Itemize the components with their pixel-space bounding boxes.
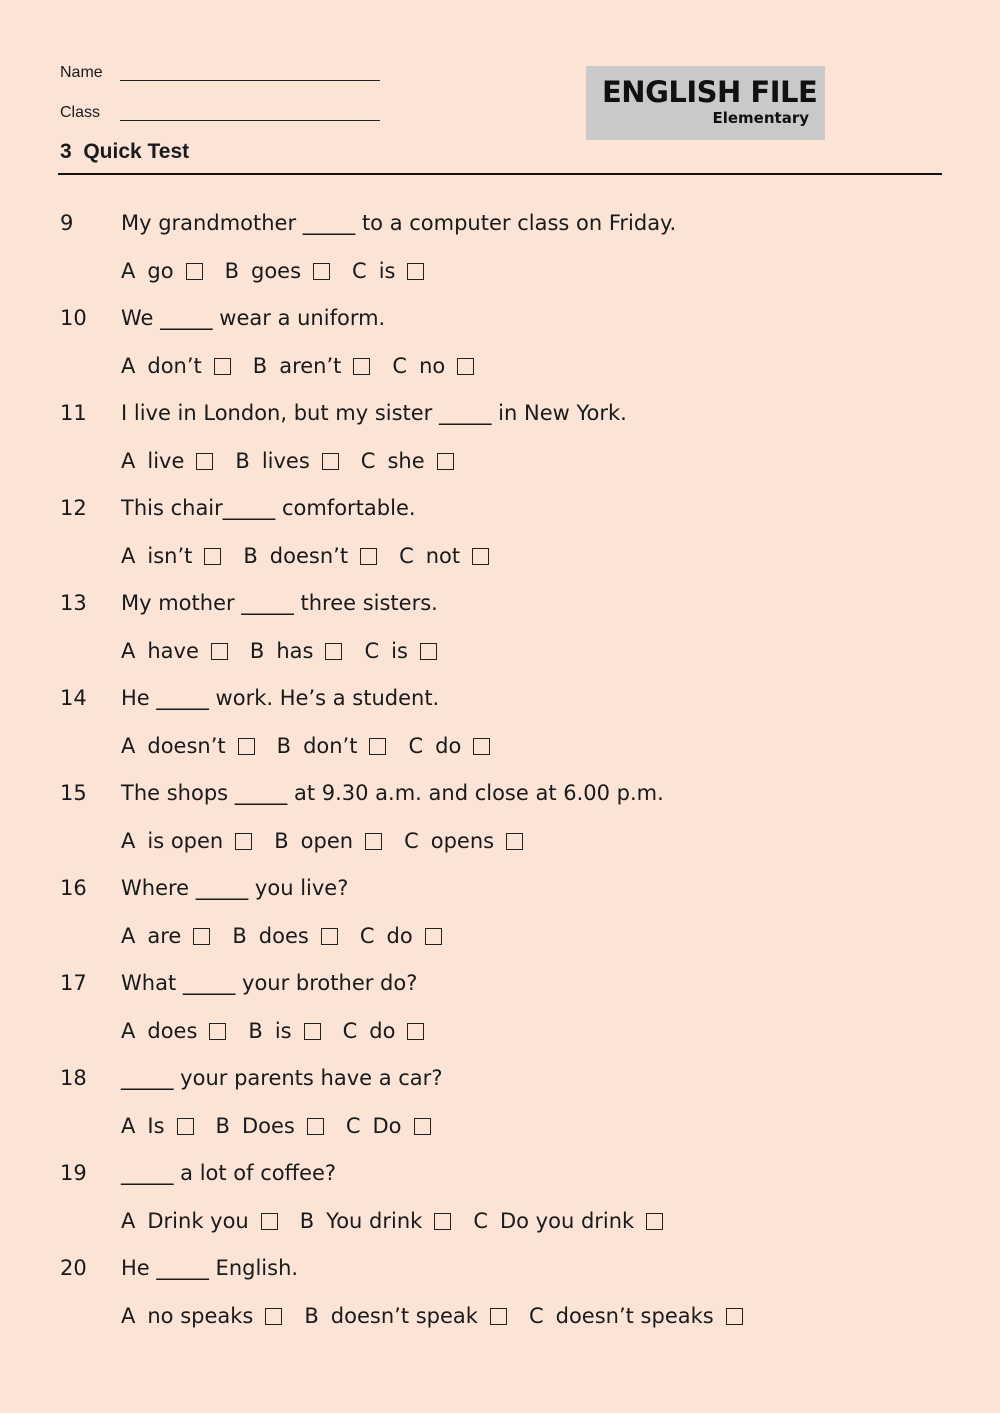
option-text: isn’t (147, 544, 193, 568)
option-letter: A (121, 1209, 136, 1233)
answer-option (121, 1298, 282, 1334)
answer-checkbox[interactable] (304, 1023, 321, 1040)
option-letter: A (121, 1114, 136, 1138)
answer-checkbox[interactable] (360, 548, 377, 565)
answer-options (121, 633, 459, 669)
answer-options (121, 1203, 685, 1239)
name-label: Name (60, 64, 103, 81)
option-letter: C (473, 1209, 488, 1233)
option-text: go (147, 259, 174, 283)
question-text: He _____ English. (121, 1256, 299, 1280)
answer-options (121, 538, 511, 574)
answer-option (121, 538, 221, 574)
option-letter: B (215, 1114, 230, 1138)
answer-checkbox[interactable] (420, 643, 437, 660)
answer-option (529, 1298, 743, 1334)
class-label: Class (60, 104, 101, 121)
question-list (0, 205, 1000, 1345)
answer-options (121, 918, 464, 954)
question-text: We _____ wear a uniform. (121, 306, 386, 330)
answer-checkbox[interactable] (204, 548, 221, 565)
answer-options (121, 823, 545, 859)
option-letter: C (342, 1019, 358, 1043)
question-item (0, 585, 1000, 680)
option-text: Do you drink (499, 1209, 635, 1233)
option-text: no speaks (147, 1304, 254, 1328)
answer-option (121, 1203, 278, 1239)
question-item (0, 1155, 1000, 1250)
answer-option (121, 823, 252, 859)
option-letter: A (121, 449, 136, 473)
answer-option (277, 728, 387, 764)
option-text: open (300, 829, 354, 853)
option-letter: B (249, 639, 265, 663)
option-letter: C (359, 924, 375, 948)
option-text: aren’t (279, 354, 342, 378)
answer-option (300, 1203, 452, 1239)
option-letter: B (248, 1019, 263, 1043)
logo (586, 66, 825, 140)
question-text: The shops _____ at 9.30 a.m. and close at 6.00 p.m. (121, 781, 664, 805)
answer-checkbox[interactable] (407, 1023, 424, 1040)
answer-option (364, 633, 436, 669)
option-text: Is (147, 1114, 165, 1138)
answer-option (361, 443, 454, 479)
answer-option (404, 823, 523, 859)
test-title: 3 Quick Test (60, 140, 190, 163)
answer-option (235, 443, 338, 479)
option-text: lives (261, 449, 310, 473)
answer-option (121, 348, 231, 384)
option-letter: B (224, 259, 239, 283)
option-text: Drink you (147, 1209, 249, 1233)
answer-checkbox[interactable] (214, 358, 231, 375)
option-text: doesn’t (269, 544, 349, 568)
option-text: opens (430, 829, 495, 853)
name-field[interactable] (120, 80, 380, 81)
question-number: 11 (60, 401, 87, 425)
question-item (0, 680, 1000, 775)
answer-options (121, 728, 512, 764)
answer-option (232, 918, 337, 954)
answer-options (121, 1298, 765, 1334)
answer-checkbox[interactable] (407, 263, 424, 280)
answer-checkbox[interactable] (193, 928, 210, 945)
option-text: have (147, 639, 199, 663)
option-letter: C (364, 639, 380, 663)
answer-option (225, 253, 330, 289)
answer-option (121, 633, 228, 669)
answer-checkbox[interactable] (211, 643, 228, 660)
question-number: 12 (60, 496, 87, 520)
answer-checkbox[interactable] (307, 1118, 324, 1135)
option-letter: C (360, 449, 376, 473)
answer-option (408, 728, 490, 764)
answer-checkbox[interactable] (490, 1308, 507, 1325)
class-field[interactable] (120, 120, 380, 121)
question-text: My mother _____ three sisters. (121, 591, 438, 615)
answer-checkbox[interactable] (414, 1118, 431, 1135)
option-letter: B (243, 544, 258, 568)
answer-checkbox[interactable] (506, 833, 523, 850)
answer-option (360, 918, 442, 954)
option-letter: A (121, 1304, 136, 1328)
question-text: _____ your parents have a car? (121, 1066, 443, 1090)
answer-option (304, 1298, 507, 1334)
answer-checkbox[interactable] (186, 263, 203, 280)
question-text: Where _____ you live? (121, 876, 349, 900)
option-letter: A (121, 734, 136, 758)
answer-option (248, 1013, 320, 1049)
option-letter: B (252, 354, 268, 378)
answer-checkbox[interactable] (209, 1023, 226, 1040)
option-text: is (378, 259, 396, 283)
answer-checkbox[interactable] (235, 833, 252, 850)
question-item (0, 775, 1000, 870)
option-text: Does (241, 1114, 295, 1138)
option-letter: B (299, 1209, 315, 1233)
answer-option (346, 1108, 431, 1144)
option-letter: C (345, 1114, 361, 1138)
question-item (0, 1250, 1000, 1345)
question-number: 18 (60, 1066, 87, 1090)
header-divider (58, 173, 942, 175)
option-letter: A (121, 1019, 136, 1043)
answer-checkbox[interactable] (353, 358, 370, 375)
answer-option (121, 1108, 194, 1144)
option-text: doesn’t (147, 734, 226, 758)
answer-option (274, 823, 382, 859)
answer-options (121, 1108, 453, 1144)
answer-option (343, 1013, 425, 1049)
answer-checkbox[interactable] (325, 643, 342, 660)
answer-checkbox[interactable] (261, 1213, 278, 1230)
option-text: You drink (326, 1209, 423, 1233)
answer-option (399, 538, 489, 574)
answer-checkbox[interactable] (177, 1118, 194, 1135)
question-text: _____ a lot of coffee? (121, 1161, 337, 1185)
answer-checkbox[interactable] (472, 548, 489, 565)
question-number: 14 (60, 686, 87, 710)
question-number: 13 (60, 591, 87, 615)
answer-option (253, 348, 371, 384)
option-text: live (147, 449, 185, 473)
answer-option (473, 1203, 663, 1239)
answer-options (121, 253, 446, 289)
option-text: not (425, 544, 461, 568)
option-letter: C (352, 259, 367, 283)
answer-checkbox[interactable] (369, 738, 386, 755)
answer-option (216, 1108, 324, 1144)
option-letter: A (121, 829, 136, 853)
option-text: do (369, 1019, 396, 1043)
option-letter: C (408, 734, 424, 758)
answer-option (121, 728, 255, 764)
option-text: don’t (303, 734, 358, 758)
option-letter: B (274, 829, 289, 853)
option-text: does (147, 1019, 198, 1043)
answer-checkbox[interactable] (425, 928, 442, 945)
option-letter: B (304, 1304, 319, 1328)
question-item (0, 205, 1000, 300)
answer-option (392, 348, 474, 384)
answer-checkbox[interactable] (434, 1213, 451, 1230)
question-item (0, 965, 1000, 1060)
answer-checkbox[interactable] (437, 453, 454, 470)
answer-checkbox[interactable] (365, 833, 382, 850)
answer-option (250, 633, 343, 669)
answer-checkbox[interactable] (646, 1213, 663, 1230)
option-letter: C (528, 1304, 544, 1328)
logo-subtitle: Elementary (712, 109, 809, 127)
option-text: is open (147, 829, 224, 853)
question-text: What _____ your brother do? (121, 971, 418, 995)
answer-option (121, 1013, 226, 1049)
option-letter: A (121, 354, 136, 378)
question-text: My grandmother _____ to a computer class on Friday. (121, 211, 677, 235)
answer-checkbox[interactable] (726, 1308, 743, 1325)
option-letter: A (121, 639, 136, 663)
option-letter: B (276, 734, 292, 758)
answer-options (121, 443, 476, 479)
answer-checkbox[interactable] (473, 738, 490, 755)
question-item (0, 395, 1000, 490)
option-letter: C (404, 829, 419, 853)
option-text: don’t (147, 354, 202, 378)
question-text: This chair_____ comfortable. (121, 496, 416, 520)
option-text: does (258, 924, 309, 948)
option-text: doesn’t speak (330, 1304, 478, 1328)
option-text: has (276, 639, 314, 663)
option-letter: A (121, 924, 136, 948)
answer-option (352, 253, 424, 289)
answer-checkbox[interactable] (313, 263, 330, 280)
question-number: 15 (60, 781, 87, 805)
question-number: 20 (60, 1256, 87, 1280)
question-item (0, 300, 1000, 395)
option-text: do (435, 734, 462, 758)
question-text: He _____ work. He’s a student. (121, 686, 440, 710)
option-letter: B (232, 924, 247, 948)
answer-option (243, 538, 377, 574)
option-letter: B (235, 449, 250, 473)
option-text: is (274, 1019, 292, 1043)
answer-checkbox[interactable] (238, 738, 255, 755)
option-text: Do (372, 1114, 402, 1138)
option-letter: C (392, 354, 408, 378)
question-item (0, 490, 1000, 585)
option-letter: C (399, 544, 414, 568)
question-number: 17 (60, 971, 87, 995)
answer-checkbox[interactable] (265, 1308, 282, 1325)
question-number: 19 (60, 1161, 87, 1185)
answer-checkbox[interactable] (457, 358, 474, 375)
answer-options (121, 1013, 446, 1049)
answer-option (121, 918, 210, 954)
question-item (0, 870, 1000, 965)
question-number: 10 (60, 306, 87, 330)
logo-title: ENGLISH FILE (602, 75, 818, 109)
option-letter: A (121, 259, 136, 283)
answer-option (121, 253, 203, 289)
option-text: doesn’t speaks (555, 1304, 714, 1328)
option-text: are (147, 924, 182, 948)
answer-checkbox[interactable] (321, 928, 338, 945)
option-text: she (387, 449, 425, 473)
question-number: 16 (60, 876, 87, 900)
option-text: is (391, 639, 408, 663)
answer-checkbox[interactable] (322, 453, 339, 470)
option-text: do (386, 924, 413, 948)
option-text: no (419, 354, 446, 378)
answer-checkbox[interactable] (196, 453, 213, 470)
question-item (0, 1060, 1000, 1155)
answer-option (121, 443, 213, 479)
answer-options (121, 348, 496, 384)
question-number: 9 (60, 211, 74, 235)
question-text: I live in London, but my sister _____ in New York. (121, 401, 627, 425)
option-text: goes (250, 259, 302, 283)
option-letter: A (121, 544, 136, 568)
